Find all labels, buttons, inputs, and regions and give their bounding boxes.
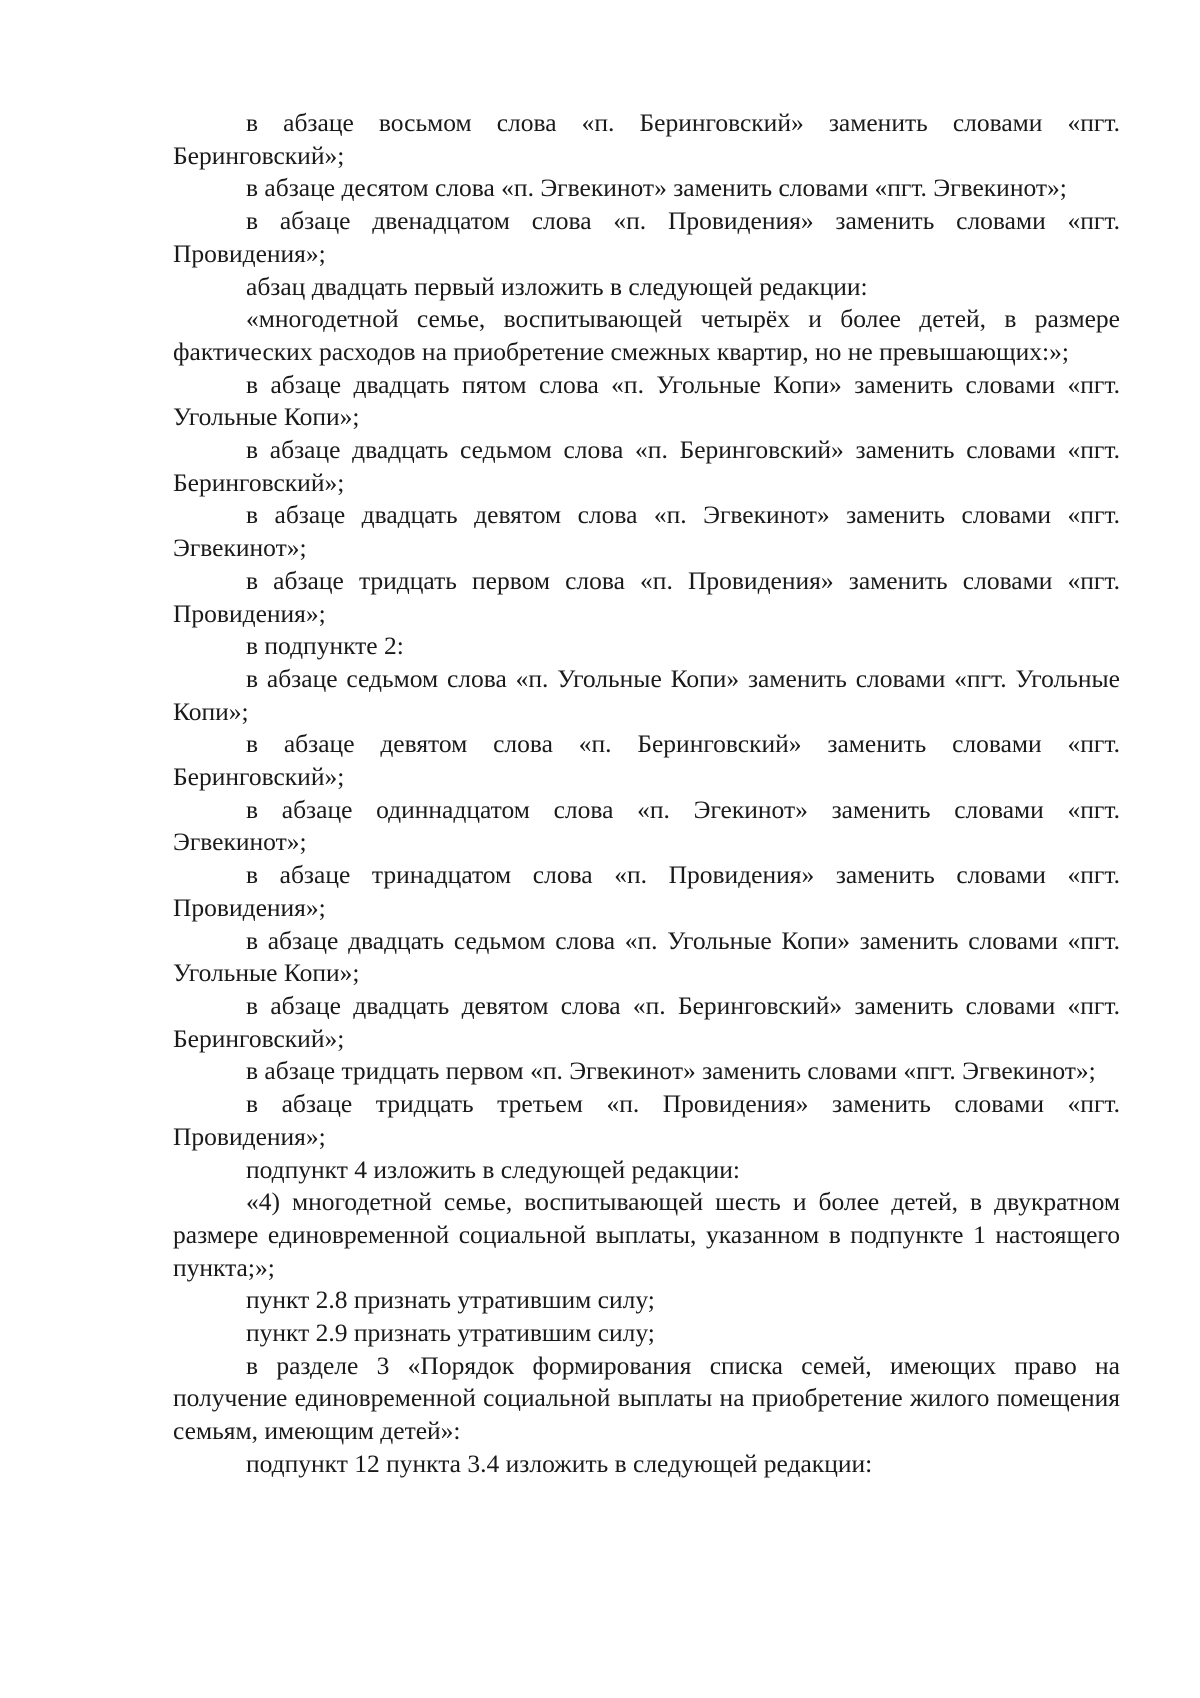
paragraph-1: в абзаце восьмом слова «п. Беринговский» заменить словами «пгт. Беринговский»; [173,108,1120,170]
paragraph-10: в подпункте 2: [246,631,404,661]
paragraph-8: в абзаце двадцать девятом слова «п. Эгвекинот» заменить словами «пгт. Эгвекинот»; [173,500,1120,563]
paragraph-9: в абзаце тридцать первом слова «п. Провидения» заменить словами «пгт. Провидения»; [173,565,1120,628]
paragraph-24: подпункт 12 пункта 3.4 изложить в следующей редакции: [246,1448,873,1478]
paragraph-13: в абзаце одиннадцатом слова «п. Эгекинот» заменить словами «пгт. Эгвекинот»; [173,794,1120,857]
paragraph-18: в абзаце тридцать третьем «п. Провидения» заменить словами «пгт. Провидения»; [173,1089,1120,1151]
paragraph-2: в абзаце десятом слова «п. Эгвекинот» заменить словами «пгт. Эгвекинот»; [246,173,1067,203]
paragraph-22: пункт 2.9 признать утратившим силу; [246,1318,655,1348]
paragraph-14: в абзаце тринадцатом слова «п. Провидения» заменить словами «пгт. Провидения»; [173,860,1120,922]
paragraph-19: подпункт 4 изложить в следующей редакции: [246,1154,740,1184]
paragraph-15: в абзаце двадцать седьмом слова «п. Угольные Копи» заменить словами «пгт. Угольные Копи»; [173,925,1120,988]
paragraph-4: абзац двадцать первый изложить в следующей редакции: [246,271,868,301]
paragraph-20: «4) многодетной семье, воспитывающей шесть и более детей, в двукратном размере единовременной социальной выплаты, указанном в подпункте 1 настоящего пункта;»; [173,1187,1120,1282]
paragraph-6: в абзаце двадцать пятом слова «п. Угольные Копи» заменить словами «пгт. Угольные Копи»; [173,369,1120,432]
paragraph-23: в разделе 3 «Порядок формирования списка семей, имеющих право на получение единовременной социальной выплаты на приобретение жилого помещения семьям, имеющим детей»: [173,1350,1120,1446]
paragraph-7: в абзаце двадцать седьмом слова «п. Беринговский» заменить словами «пгт. Беринговский»; [173,435,1120,497]
paragraph-16: в абзаце двадцать девятом слова «п. Беринговский» заменить словами «пгт. Беринговский»; [173,990,1120,1053]
paragraph-11: в абзаце седьмом слова «п. Угольные Копи» заменить словами «пгт. Угольные Копи»; [173,663,1120,726]
paragraph-3: в абзаце двенадцатом слова «п. Провидения» заменить словами «пгт. Провидения»; [173,206,1120,268]
paragraph-5: «многодетной семье, воспитывающей четырёх и более детей, в размере фактических расходов на приобретение смежных квартир, но не превышающих:»; [173,304,1120,366]
paragraph-21: пункт 2.8 признать утратившим силу; [246,1285,655,1315]
document-page [173,107,1120,1481]
paragraph-12: в абзаце девятом слова «п. Беринговский» заменить словами «пгт. Беринговский»; [173,729,1120,792]
paragraph-17: в абзаце тридцать первом «п. Эгвекинот» заменить словами «пгт. Эгвекинот»; [246,1056,1096,1086]
